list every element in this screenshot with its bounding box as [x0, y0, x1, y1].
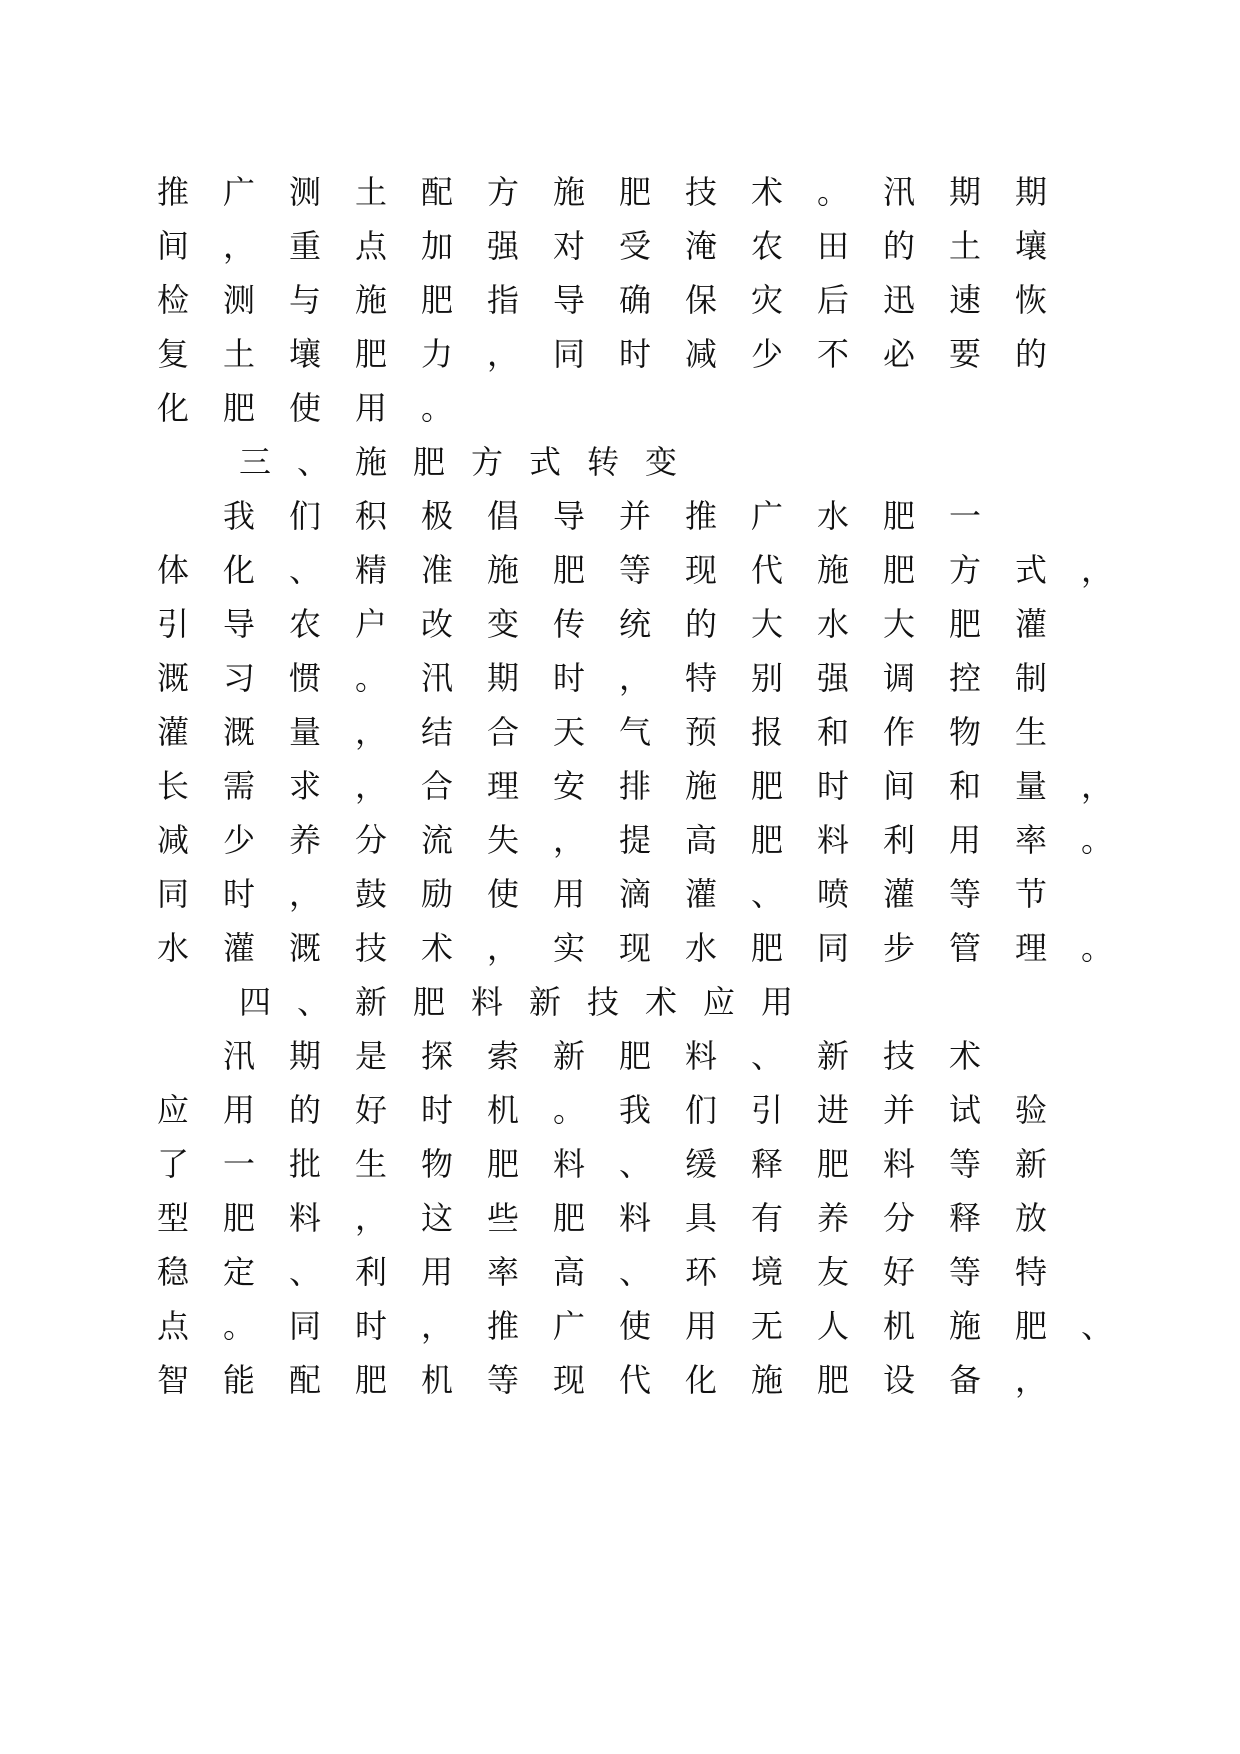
paragraph-line: 了 一 批 生 物 肥 料 、 缓 释 肥 料 等 新 — [156, 1145, 1047, 1183]
section-heading: 三 、 施 肥 方 式 转 变 — [238, 443, 677, 481]
paragraph-line: 同 时 ， 鼓 励 使 用 滴 灌 、 喷 灌 等 节 — [156, 875, 1047, 913]
paragraph-line: 灌 溉 量 ， 结 合 天 气 预 报 和 作 物 生 — [156, 713, 1047, 751]
paragraph-line: 应 用 的 好 时 机 。 我 们 引 进 并 试 验 — [156, 1091, 1047, 1129]
paragraph-line: 减 少 养 分 流 失 ， 提 高 肥 料 利 用 率 。 — [156, 821, 1113, 859]
paragraph-line: 体 化 、 精 准 施 肥 等 现 代 施 肥 方 式 ， — [156, 551, 1113, 589]
paragraph-line: 智 能 配 肥 机 等 现 代 化 施 肥 设 备 ， — [156, 1361, 1047, 1399]
paragraph-line: 点 。 同 时 ， 推 广 使 用 无 人 机 施 肥 、 — [156, 1307, 1113, 1345]
paragraph-line: 推 广 测 土 配 方 施 肥 技 术 。 汛 期 期 — [156, 173, 1047, 211]
paragraph-line: 复 土 壤 肥 力 ， 同 时 减 少 不 必 要 的 — [156, 335, 1047, 373]
paragraph-line: 检 测 与 施 肥 指 导 确 保 灾 后 迅 速 恢 — [156, 281, 1047, 319]
paragraph-line: 稳 定 、 利 用 率 高 、 环 境 友 好 等 特 — [156, 1253, 1047, 1291]
paragraph-line: 引 导 农 户 改 变 传 统 的 大 水 大 肥 灌 — [156, 605, 1047, 643]
section-heading: 四 、 新 肥 料 新 技 术 应 用 — [238, 983, 793, 1021]
paragraph-line: 型 肥 料 ， 这 些 肥 料 具 有 养 分 释 放 — [156, 1199, 1047, 1237]
paragraph-line: 长 需 求 ， 合 理 安 排 施 肥 时 间 和 量 ， — [156, 767, 1113, 805]
paragraph-line: 溉 习 惯 。 汛 期 时 ， 特 别 强 调 控 制 — [156, 659, 1047, 697]
paragraph-line: 化 肥 使 用 。 — [156, 389, 453, 427]
paragraph-line: 水 灌 溉 技 术 ， 实 现 水 肥 同 步 管 理 。 — [156, 929, 1113, 967]
paragraph-line: 我 们 积 极 倡 导 并 推 广 水 肥 一 — [222, 497, 981, 535]
paragraph-line: 汛 期 是 探 索 新 肥 料 、 新 技 术 — [222, 1037, 981, 1075]
paragraph-line: 间 ， 重 点 加 强 对 受 淹 农 田 的 土 壤 — [156, 227, 1047, 265]
